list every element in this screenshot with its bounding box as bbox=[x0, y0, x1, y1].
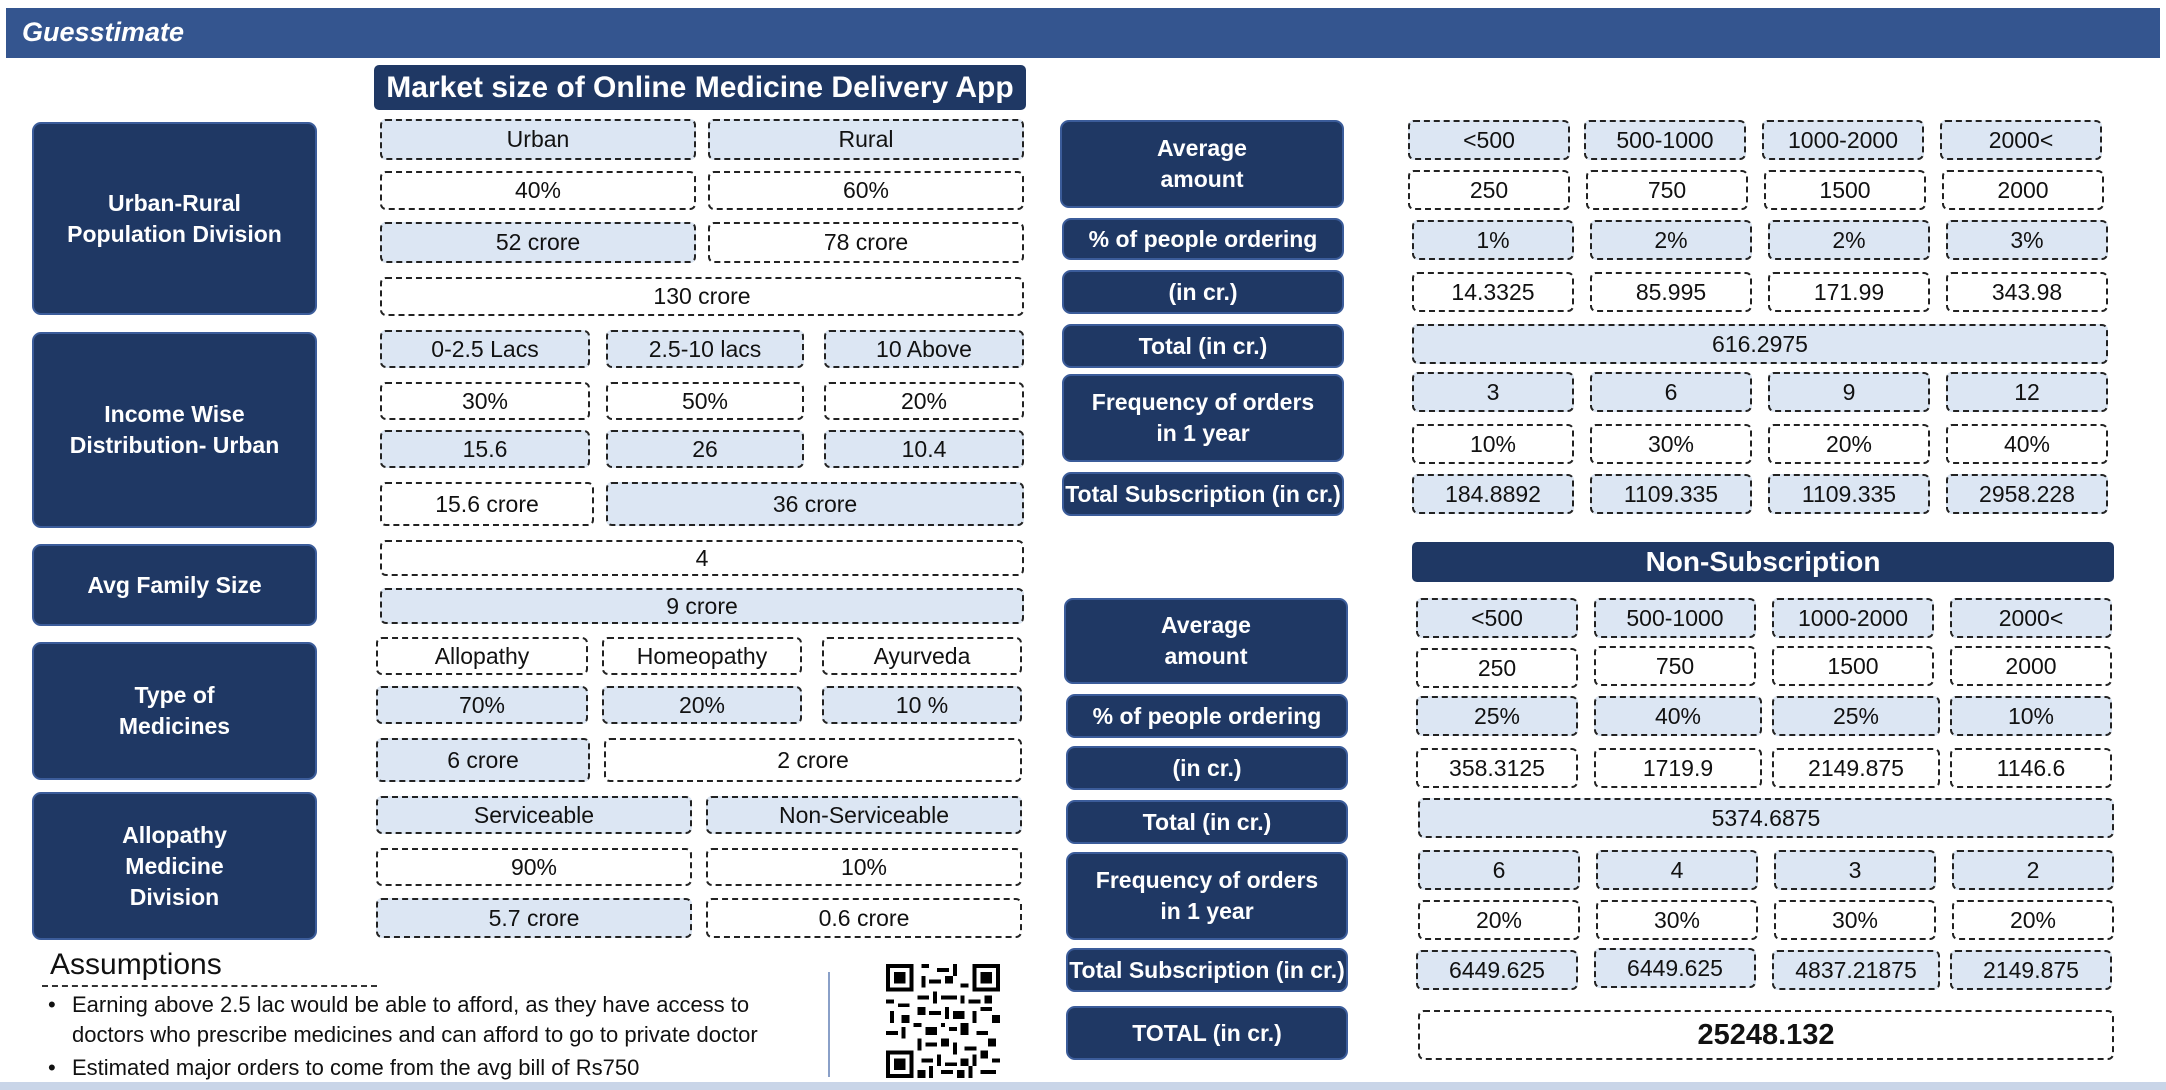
income-bracket-3: 10 Above bbox=[824, 330, 1024, 368]
assumption-item-1: • Earning above 2.5 lac would be able to afford, as they have access to doctors who prescribe medicines and can afford to go to private doctor bbox=[48, 990, 818, 1050]
nonsub-incr-2: 1719.9 bbox=[1594, 748, 1762, 788]
urban-cell: Urban bbox=[380, 119, 696, 160]
sub-total-sub-2: 1109.335 bbox=[1590, 474, 1752, 514]
sub-freq-pct-3: 20% bbox=[1768, 424, 1930, 464]
nonsub-total-sub-label: Total Subscription (in cr.) bbox=[1066, 948, 1348, 992]
qr-code-icon bbox=[884, 964, 1002, 1078]
sub-amount-4: 2000 bbox=[1942, 170, 2104, 210]
income-value-3: 10.4 bbox=[824, 430, 1024, 468]
sub-incr-3: 171.99 bbox=[1768, 272, 1930, 312]
market-size-title: Market size of Online Medicine Delivery App bbox=[374, 65, 1026, 110]
sub-freq-1: 3 bbox=[1412, 372, 1574, 412]
sub-freq-pct-1: 10% bbox=[1412, 424, 1574, 464]
sub-incr-4: 343.98 bbox=[1946, 272, 2108, 312]
allopathy-division-label: Allopathy Medicine Division bbox=[32, 792, 317, 940]
nonsub-avg-amount-label: Average amount bbox=[1064, 598, 1348, 684]
non-serviceable-cell: Non-Serviceable bbox=[706, 796, 1022, 834]
nonsub-freq-pct-1: 20% bbox=[1418, 900, 1580, 940]
non-serviceable-pct: 10% bbox=[706, 848, 1022, 886]
nonsub-bracket-3: 1000-2000 bbox=[1772, 598, 1934, 638]
assumption-item-2: • Estimated major orders to come from the avg bill of Rs750 bbox=[48, 1053, 818, 1083]
income-bracket-1: 0-2.5 Lacs bbox=[380, 330, 590, 368]
nonsub-freq-2: 4 bbox=[1596, 850, 1758, 890]
nonsub-amount-2: 750 bbox=[1594, 646, 1756, 686]
households-cell: 9 crore bbox=[380, 588, 1024, 624]
allopathy-pct: 70% bbox=[376, 686, 588, 724]
sub-pct-2: 2% bbox=[1590, 220, 1752, 260]
income-bracket-2: 2.5-10 lacs bbox=[606, 330, 804, 368]
nonsub-pct-2: 40% bbox=[1594, 696, 1762, 736]
sub-total-sub-4: 2958.228 bbox=[1946, 474, 2108, 514]
sub-incr-2: 85.995 bbox=[1590, 272, 1752, 312]
nonsub-pct-1: 25% bbox=[1416, 696, 1578, 736]
homeopathy-cell: Homeopathy bbox=[602, 637, 802, 675]
nonsub-total-sub-3: 4837.21875 bbox=[1772, 950, 1940, 990]
sub-pct-4: 3% bbox=[1946, 220, 2108, 260]
sub-pct-1: 1% bbox=[1412, 220, 1574, 260]
header-bar bbox=[6, 8, 2160, 58]
others-market-cell: 2 crore bbox=[604, 738, 1022, 782]
sub-amount-3: 1500 bbox=[1764, 170, 1926, 210]
nonsub-freq-pct-4: 20% bbox=[1952, 900, 2114, 940]
family-size-label: Avg Family Size bbox=[32, 544, 317, 626]
sub-total-sub-3: 1109.335 bbox=[1768, 474, 1930, 514]
nonsub-freq-4: 2 bbox=[1952, 850, 2114, 890]
sub-freq-pct-2: 30% bbox=[1590, 424, 1752, 464]
nonsub-amount-1: 250 bbox=[1416, 648, 1578, 688]
nonsub-total-sub-4: 2149.875 bbox=[1950, 950, 2112, 990]
rural-cell: Rural bbox=[708, 119, 1024, 160]
nonsub-freq-pct-3: 30% bbox=[1774, 900, 1936, 940]
sub-amount-2: 750 bbox=[1586, 170, 1748, 210]
nonsub-freq-pct-2: 30% bbox=[1596, 900, 1758, 940]
income-label: Income Wise Distribution- Urban bbox=[32, 332, 317, 528]
sub-pct-3: 2% bbox=[1768, 220, 1930, 260]
nonsub-pct-label: % of people ordering bbox=[1066, 694, 1348, 738]
sub-total-cell: 616.2975 bbox=[1412, 324, 2108, 364]
nonsub-pct-3: 25% bbox=[1772, 696, 1940, 736]
medicine-type-label: Type of Medicines bbox=[32, 642, 317, 780]
sub-freq-2: 6 bbox=[1590, 372, 1752, 412]
sub-bracket-3: 1000-2000 bbox=[1762, 120, 1924, 160]
non-subscription-title: Non-Subscription bbox=[1412, 542, 2114, 582]
assumptions-underline bbox=[42, 985, 377, 987]
nonsub-bracket-4: 2000< bbox=[1950, 598, 2112, 638]
serviceable-pct: 90% bbox=[376, 848, 692, 886]
nonsub-amount-4: 2000 bbox=[1950, 646, 2112, 686]
nonsub-total-sub-1: 6449.625 bbox=[1416, 950, 1578, 990]
sub-total-sub-label: Total Subscription (in cr.) bbox=[1062, 472, 1344, 516]
homeopathy-pct: 20% bbox=[602, 686, 802, 724]
nonsub-pct-4: 10% bbox=[1950, 696, 2112, 736]
app-title: Guesstimate bbox=[22, 17, 185, 47]
urban-pct-cell: 40% bbox=[380, 171, 696, 210]
sub-incr-label: (in cr.) bbox=[1062, 270, 1344, 314]
urban-rural-label: Urban-Rural Population Division bbox=[32, 122, 317, 315]
income-pct-2: 50% bbox=[606, 382, 804, 420]
income-value-1: 15.6 bbox=[380, 430, 590, 468]
sub-total-label: Total (in cr.) bbox=[1062, 324, 1344, 368]
total-pop-cell: 130 crore bbox=[380, 277, 1024, 316]
nonsub-total-sub-2: 6449.625 bbox=[1594, 948, 1756, 988]
sub-total-sub-1: 184.8892 bbox=[1412, 474, 1574, 514]
vertical-divider bbox=[828, 972, 830, 1077]
nonsub-amount-3: 1500 bbox=[1772, 646, 1934, 686]
sub-freq-pct-4: 40% bbox=[1946, 424, 2108, 464]
allopathy-cell: Allopathy bbox=[376, 637, 588, 675]
income-value-2: 26 bbox=[606, 430, 804, 468]
income-high-cell: 36 crore bbox=[606, 482, 1024, 526]
nonsub-incr-4: 1146.6 bbox=[1950, 748, 2112, 788]
ayurveda-pct: 10 % bbox=[822, 686, 1022, 724]
sub-freq-3: 9 bbox=[1768, 372, 1930, 412]
family-size-cell: 4 bbox=[380, 540, 1024, 576]
sub-amount-1: 250 bbox=[1408, 170, 1570, 210]
nonsub-bracket-1: <500 bbox=[1416, 598, 1578, 638]
sub-pct-label: % of people ordering bbox=[1062, 218, 1344, 260]
sub-incr-1: 14.3325 bbox=[1412, 272, 1574, 312]
serviceable-cell: Serviceable bbox=[376, 796, 692, 834]
rural-pct-cell: 60% bbox=[708, 171, 1024, 210]
sub-bracket-1: <500 bbox=[1408, 120, 1570, 160]
bottom-strip bbox=[0, 1082, 2166, 1090]
assumptions-title: Assumptions bbox=[50, 948, 222, 981]
nonsub-freq-3: 3 bbox=[1774, 850, 1936, 890]
nonsub-freq-label: Frequency of orders in 1 year bbox=[1066, 852, 1348, 940]
rural-pop-cell: 78 crore bbox=[708, 222, 1024, 263]
ayurveda-cell: Ayurveda bbox=[822, 637, 1022, 675]
allopathy-market-cell: 6 crore bbox=[376, 738, 590, 782]
sub-bracket-2: 500-1000 bbox=[1584, 120, 1746, 160]
nonsub-incr-1: 358.3125 bbox=[1416, 748, 1578, 788]
nonsub-incr-3: 2149.875 bbox=[1772, 748, 1940, 788]
sub-freq-label: Frequency of orders in 1 year bbox=[1062, 374, 1344, 462]
nonsub-bracket-2: 500-1000 bbox=[1594, 598, 1756, 638]
nonsub-total-cell: 5374.6875 bbox=[1418, 798, 2114, 838]
income-pct-3: 20% bbox=[824, 382, 1024, 420]
nonsub-total-label: Total (in cr.) bbox=[1066, 800, 1348, 844]
nonsub-incr-label: (in cr.) bbox=[1066, 746, 1348, 790]
grand-total-label: TOTAL (in cr.) bbox=[1066, 1006, 1348, 1060]
income-pct-1: 30% bbox=[380, 382, 590, 420]
grand-total-cell: 25248.132 bbox=[1418, 1010, 2114, 1060]
sub-avg-amount-label: Average amount bbox=[1060, 120, 1344, 208]
non-serviceable-value: 0.6 crore bbox=[706, 898, 1022, 938]
nonsub-freq-1: 6 bbox=[1418, 850, 1580, 890]
sub-bracket-4: 2000< bbox=[1940, 120, 2102, 160]
urban-pop-cell: 52 crore bbox=[380, 222, 696, 263]
serviceable-value: 5.7 crore bbox=[376, 898, 692, 938]
income-low-cell: 15.6 crore bbox=[380, 482, 594, 526]
sub-freq-4: 12 bbox=[1946, 372, 2108, 412]
